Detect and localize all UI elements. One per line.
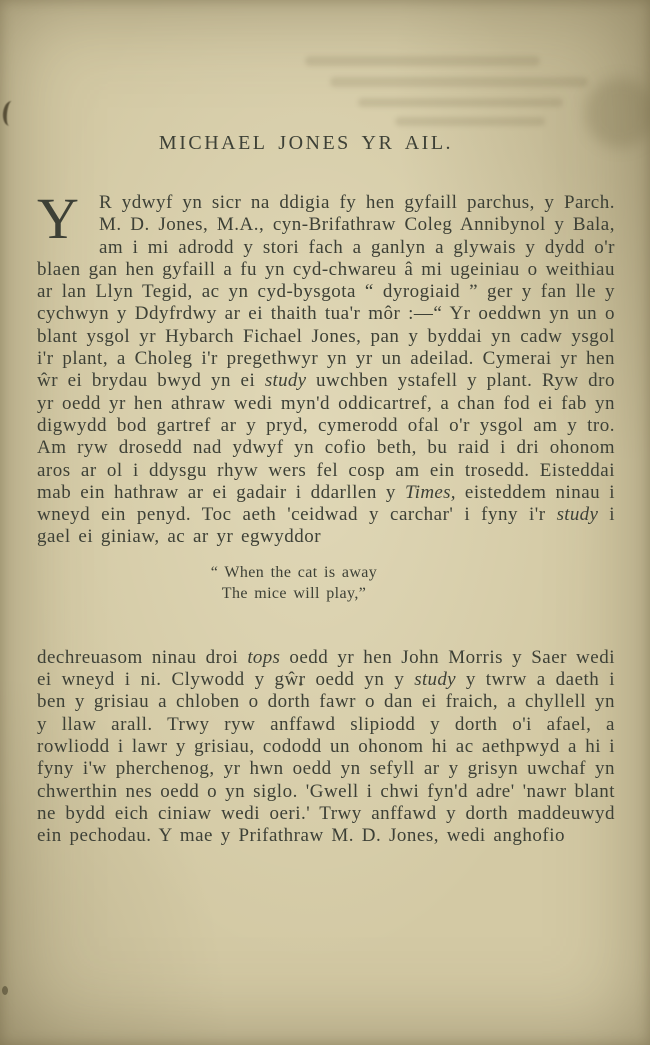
verse-quote [37,562,551,605]
verse-quote-line-2: The mice will play,” [221,585,367,603]
verse-quote-line-1: “ When the cat is away [210,563,378,581]
ink-speck [2,986,8,995]
bleed-through-line [305,56,540,66]
paragraph-1 [37,186,615,549]
bleed-through-line [330,77,588,87]
paragraph-1-text: R ydwyf yn sicr na ddigia fy hen gyfaill parchus, y Parch. M. D. Jones, M.A., cyn-Brifathraw Coleg Annibynol y Bala, am i mi adrodd y stori fach a ganlyn a glywais y dydd o'r blaen gan hen gyfaill a fu yn cyd-chwareu â mi ugeiniau o weithiau ar lan Llyn Tegid, ac yn cyd-bysgota “ dyrogiaid ” ger y fan lle y cychwyn y Ddyfrdwy ar ei thaith tua'r môr :—“ Yr oeddwn yn un o blant ysgol yr Hybarch Fichael Jones, pan y byddai yn cadw ysgol i'r plant, a Choleg i'r pregethwyr yn yr un adeilad. Cymerai yr hen ŵr ei brydau bwyd yn ei study uwchben ystafell y plant. Ryw dro yr oedd yr hen athraw wedi myn'd oddicartref, a chan fod ei fab yn digwydd bod gartref ar y pryd, cymerodd ofal o'r ysgol am y tro. Am ryw drosedd nad ydwyf yn cofio beth, bu raid i dri ohonom aros ar ol i ddysgu rhyw wers fel cosp am ein trosedd. Eisteddai mab ein hathraw ar ei gadair i ddarllen y Times, eisteddem ninau i wneyd ein penyd. Toc aeth 'ceidwad y carchar' i fyny i'r study i gael ei giniaw, ac ar yr egwyddor [37,192,615,548]
book-page [37,116,615,847]
bleed-through-line [358,98,563,107]
page-title: MICHAEL JONES YR AIL. [158,132,454,154]
paragraph-2: dechreuasom ninau droi tops oedd yr hen John Morris y Saer wedi ei wneyd i ni. Clywodd y gŵr oedd yn y study y twrw a daeth i ben y grisiau a chloben o dorth fawr o dan ei fraich, a chyllell yn y llaw arall. Trwy ryw anffawd slipiodd y dorth o'i afael, a rowliodd i lawr y grisiau, cododd un ohonom hi ac aethpwyd a hi i fyny i'w pherchenog, yr hwn oedd yn sefyll ar y grisyn uwchaf yn chwerthin nes oedd o yn siglo. 'Gwell i chwi fyn'd adre' 'nawr blant ne bydd eich ciniaw wedi oeri.' Trwy anffawd y dorth maddeuwyd ein pechodau. Y mae y Prifathraw M. D. Jones, wedi anghofio [37,646,615,847]
drop-cap-initial: Y [37,186,80,251]
